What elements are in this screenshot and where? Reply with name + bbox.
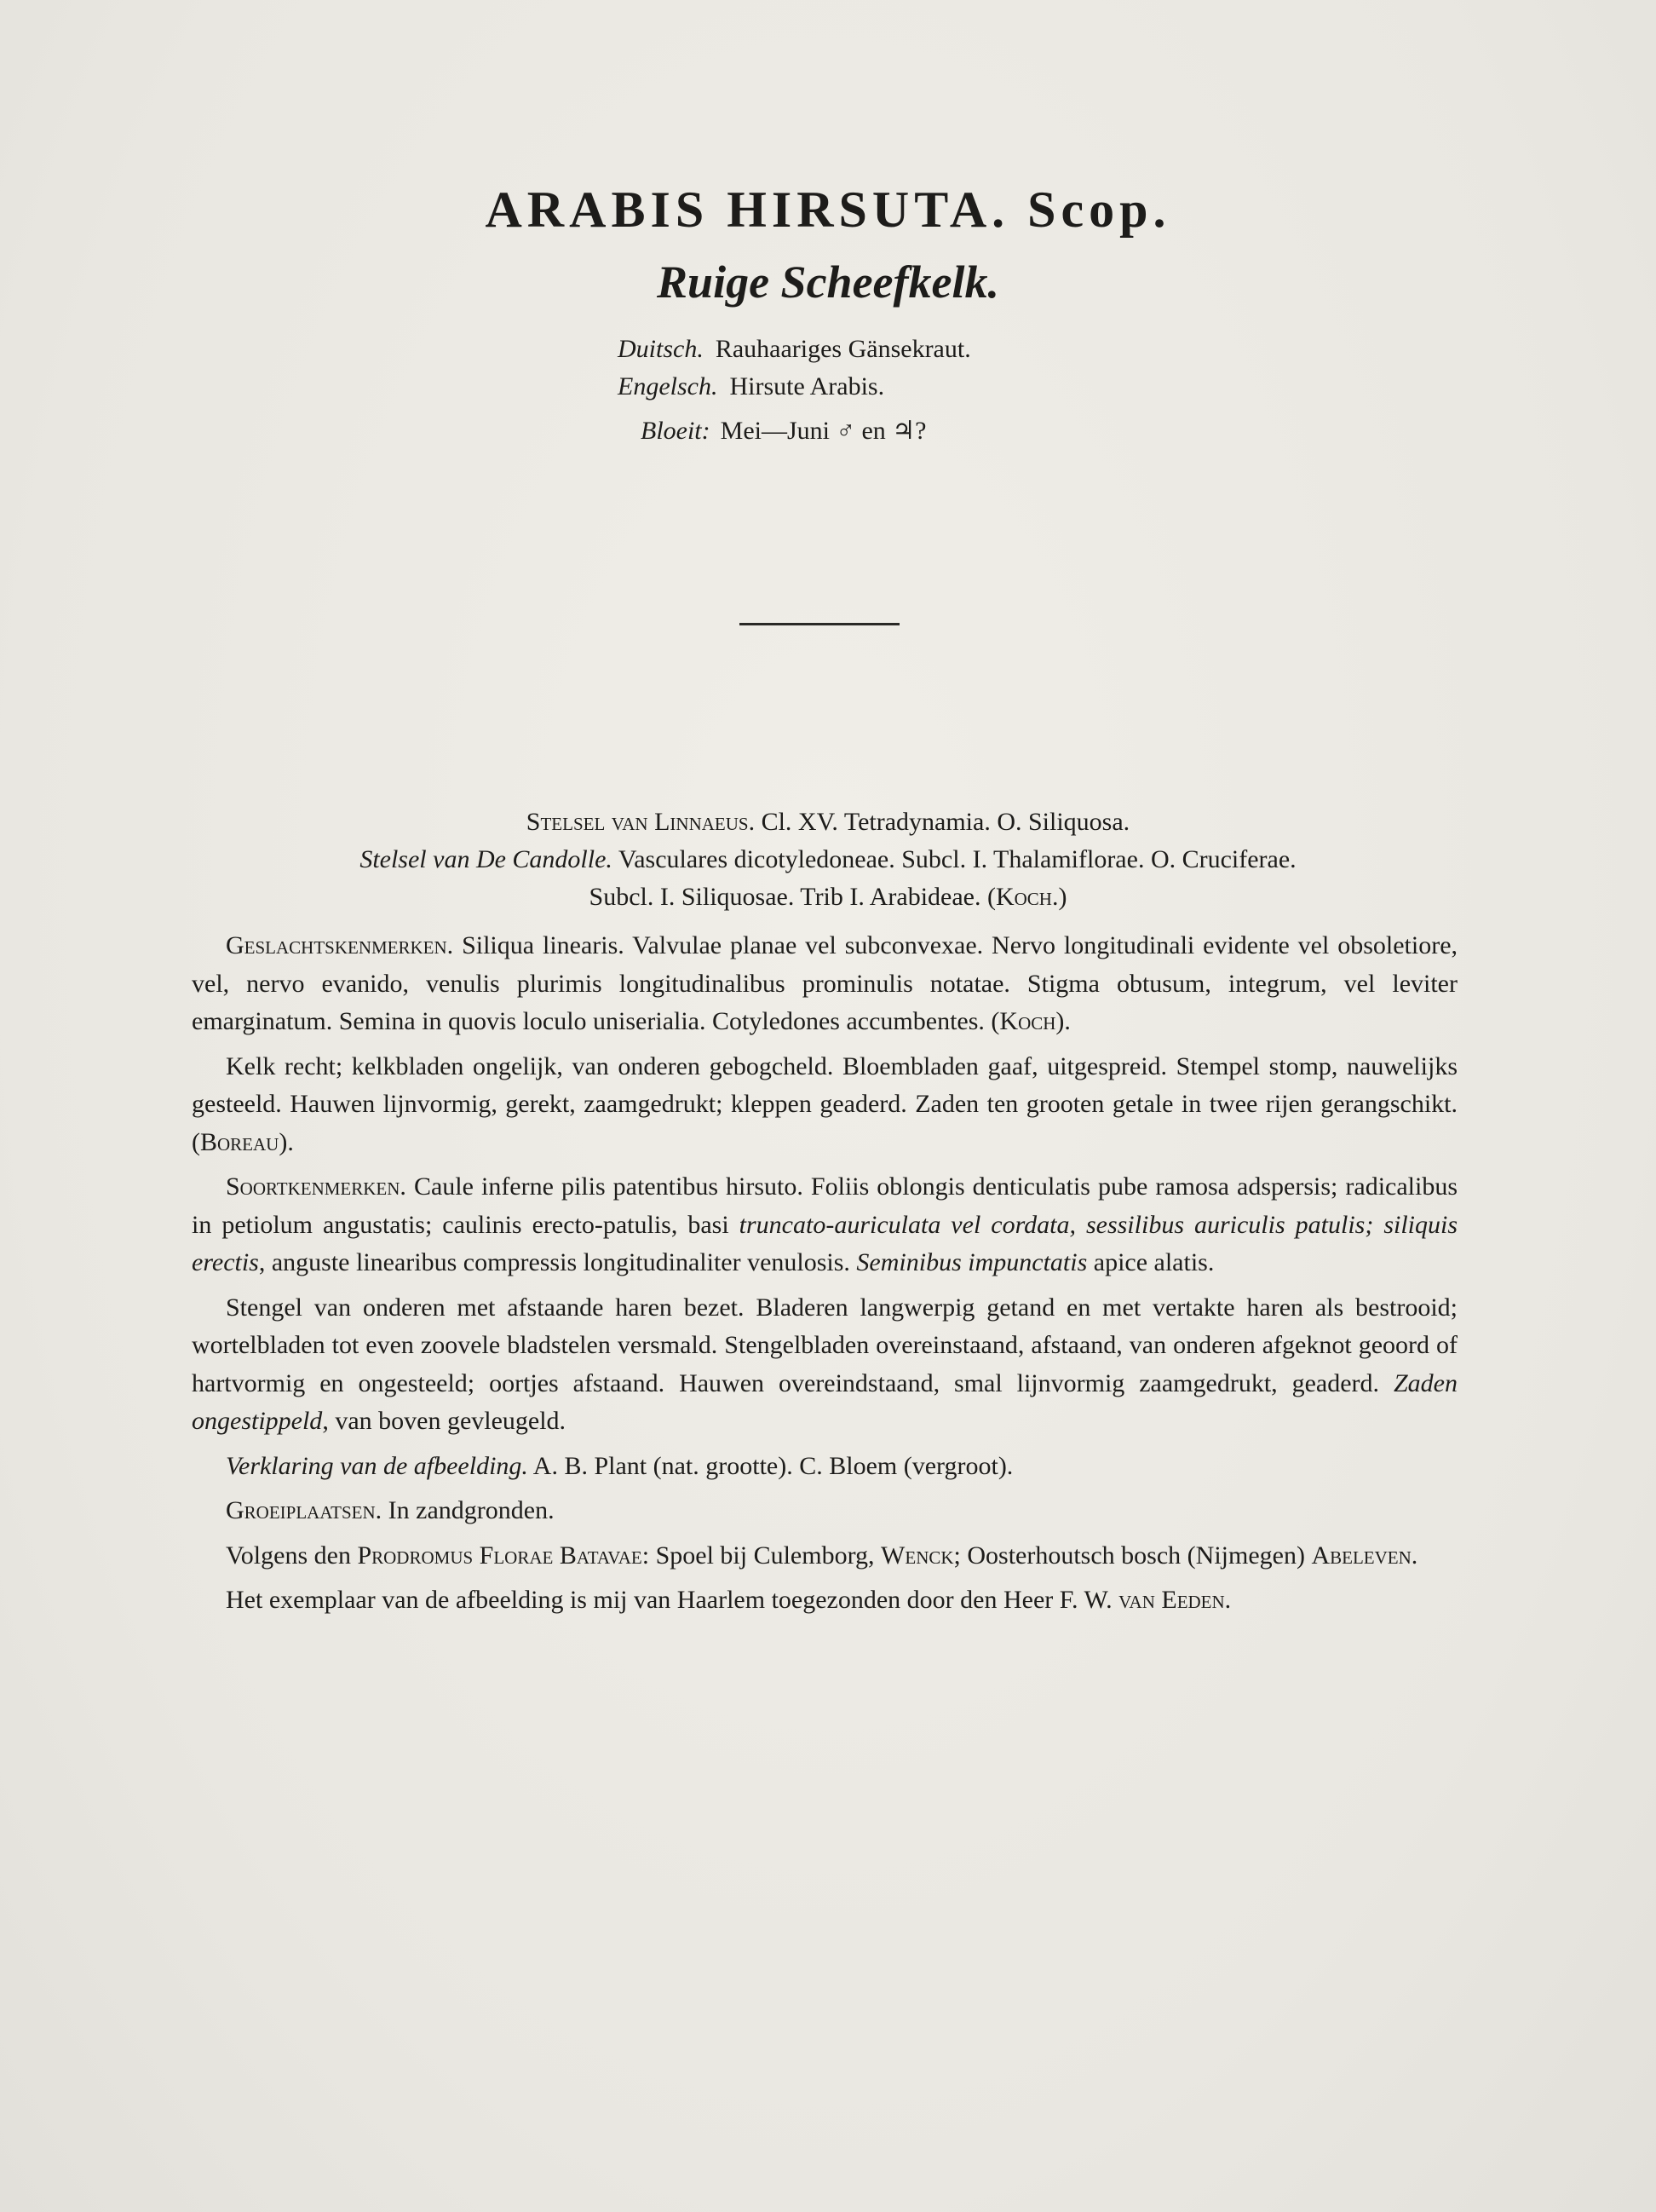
candolle-line <box>0 845 1656 874</box>
species-title: ARABIS HIRSUTA. Scop. <box>485 181 1171 238</box>
habitat-paragraph <box>192 1492 1458 1530</box>
wenck-name: Wenck <box>881 1541 954 1570</box>
genus-text: Siliqua linearis. Valvulae planae vel subconvexae. Nervo longitudinali evidente vel obsoletiore, vel, nervo evanido, venulis plurimis longitudinalibus prominulis notatae. Stigma obtusum, integrum, vel leviter emarginatum. Semina in quovis loculo uniserialia. Cotyledones accumbentes. <box>192 931 1458 1035</box>
species-italic-1: truncato-auriculata vel cordata, sessilibus auriculis patulis; <box>739 1210 1374 1239</box>
figure-label: Verklaring van de afbeelding. <box>226 1451 528 1480</box>
species-dutch-2: , van boven gevleugeld. <box>322 1407 566 1435</box>
candolle-text-2: Subcl. I. Siliquosae. Trib I. Arabideae. <box>589 883 981 911</box>
linnaeus-line <box>0 808 1656 837</box>
linnaeus-label: Stelsel van Linnaeus. <box>526 808 756 836</box>
candolle-ref: (Koch.) <box>986 883 1067 911</box>
abeleven-name: Abeleven. <box>1311 1541 1418 1570</box>
bloom-text: Mei—Juni ♂ en ♃? <box>720 417 927 445</box>
bloom-label: Bloeit: <box>641 417 710 445</box>
species-dutch-paragraph <box>192 1289 1458 1441</box>
genus-dutch-ref: (Boreau). <box>192 1127 294 1156</box>
species-text-3: apice alatis. <box>1093 1248 1215 1276</box>
species-dutch-1: Stengel van onderen met afstaande haren bezet. Bladeren langwerpig getand en met vertakte haren als bestrooid; wortelbladen tot even zoovele bladstelen versmald. Stengelbladen overeinstaand, afstaand, van onderen afgeknot geoord of hartvormig en ongesteeld; oortjes afstaand. Hauwen overeindstaand, smal lijnvormig zaamgedrukt, geaderd. <box>192 1293 1458 1397</box>
german-name: Rauhaariges Gänsekraut. <box>715 335 971 363</box>
prodromus-text-3: ; Oosterhoutsch bosch (Nijmegen) <box>953 1541 1305 1570</box>
prodromus-text-2: : Spoel bij Culemborg, <box>641 1541 875 1570</box>
specimen-paragraph <box>192 1581 1458 1620</box>
description-body <box>192 927 1458 1627</box>
species-text-1: Caule inferne pilis patentibus hirsuto. Foliis oblongis denticulatis pube ramosa adspersis; radicalibus in petiolum angustatis; caulinis erecto-patulis, basi <box>192 1172 1458 1239</box>
prodromus-name: Prodromus Florae Batavae <box>357 1541 642 1570</box>
linnaeus-text: Cl. XV. Tetradynamia. O. Siliquosa. <box>761 808 1130 836</box>
dutch-name: Ruige Scheefkelk. <box>657 256 999 308</box>
english-label: Engelsch. <box>618 372 718 400</box>
species-dutch-italic: Zaden ongestippeld <box>192 1368 1458 1435</box>
divider-rule <box>739 623 900 625</box>
habitat-label: Groeiplaatsen. <box>226 1496 382 1524</box>
species-text-2: , anguste linearibus compressis longitudinaliter venulosis. <box>258 1248 850 1276</box>
candolle-text: Vasculares dicotyledoneae. Subcl. I. Thalamiflorae. O. Cruciferae. <box>618 845 1297 873</box>
species-italic-2: siliquis erectis <box>192 1210 1458 1276</box>
german-row <box>618 331 971 368</box>
species-paragraph <box>192 1168 1458 1282</box>
candolle-label: Stelsel van De Candolle. <box>359 845 612 873</box>
genus-paragraph <box>192 927 1458 1041</box>
german-label: Duitsch. <box>618 335 704 363</box>
species-italic-3: Seminibus impunctatis <box>856 1248 1088 1276</box>
vernacular-names <box>618 331 971 406</box>
genus-label: Geslachtskenmerken. <box>226 931 454 959</box>
bloom-line <box>641 416 927 446</box>
specimen-text: Het exemplaar van de afbeelding is mij van Haarlem toegezonden door den Heer F. W. <box>226 1586 1113 1614</box>
specimen-name: van Eeden. <box>1118 1586 1232 1614</box>
genus-dutch-text: Kelk recht; kelkbladen ongelijk, van onderen gebogcheld. Bloembladen gaaf, uitgespreid. Stempel stomp, nauwelijks gesteeld. Hauwen lijnvormig, gerekt, zaamgedrukt; kleppen geaderd. Zaden ten grooten getale in twee rijen gerangschikt. <box>192 1051 1458 1118</box>
prodromus-text-1: Volgens den <box>226 1541 351 1570</box>
english-name: Hirsute Arabis. <box>729 372 885 400</box>
figure-paragraph <box>192 1448 1458 1486</box>
genus-ref: (Koch). <box>991 1007 1071 1035</box>
figure-text: A. B. Plant (nat. grootte). C. Bloem (vergroot). <box>532 1451 1014 1480</box>
habitat-text: In zandgronden. <box>388 1496 555 1524</box>
species-label: Soortkenmerken. <box>226 1172 406 1201</box>
prodromus-paragraph <box>192 1537 1458 1575</box>
genus-dutch-paragraph <box>192 1048 1458 1162</box>
english-row <box>618 368 971 406</box>
candolle-line-2 <box>0 883 1656 912</box>
